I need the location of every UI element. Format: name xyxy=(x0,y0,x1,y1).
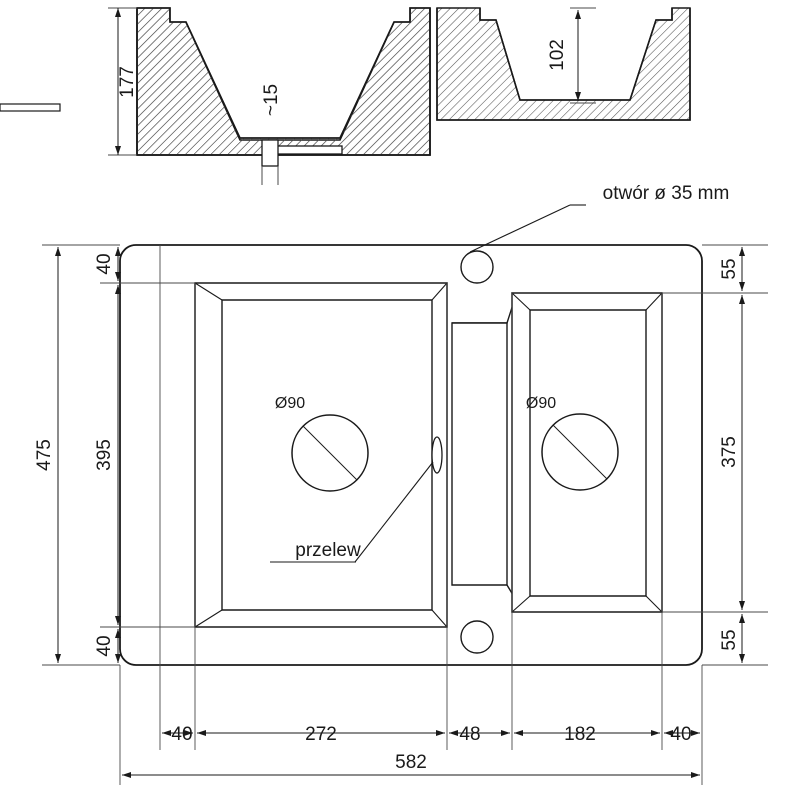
dim-label-overall-depth: 475 xyxy=(34,439,55,471)
dim-label-edge-top-left: 40 xyxy=(94,253,115,275)
dim-label-edge-top-right: 55 xyxy=(719,258,740,280)
dim-chain-horizontal xyxy=(162,724,700,745)
dim-label-inner-depth: 395 xyxy=(94,439,115,471)
tap-hole-label: otwór ø 35 mm xyxy=(602,183,730,204)
overflow-label: przelew xyxy=(295,540,361,561)
dim-label-right-depth: 375 xyxy=(719,436,740,468)
dim-55-top-right xyxy=(719,247,742,291)
dim-40-top-left xyxy=(94,247,118,281)
right-bowl xyxy=(512,293,662,612)
dim-label-overall-width: 582 xyxy=(395,752,427,773)
dim-label-section-height-right: 102 xyxy=(547,39,568,71)
dim-label-chain-2: 48 xyxy=(459,724,481,745)
dim-label-chain-0: 40 xyxy=(171,724,193,745)
dim-height-102 xyxy=(547,8,596,103)
dim-475 xyxy=(34,247,58,663)
drain-left-label: Ø90 xyxy=(274,395,306,412)
dim-375 xyxy=(719,295,742,610)
top-view xyxy=(120,183,729,665)
left-bowl xyxy=(195,283,447,627)
dim-label-chain-4: 40 xyxy=(670,724,692,745)
dim-label-edge-bottom-left: 40 xyxy=(94,635,115,657)
dim-label-chain-3: 182 xyxy=(564,724,596,745)
dim-label-edge-bottom-right: 55 xyxy=(719,629,740,651)
tap-hole-top xyxy=(461,251,493,283)
drain-right-label: Ø90 xyxy=(525,395,557,412)
overflow-slot xyxy=(432,437,442,473)
dim-395 xyxy=(94,285,118,625)
section-left-bowl xyxy=(137,8,430,166)
dim-label-chain-1: 272 xyxy=(305,724,337,745)
dim-582 xyxy=(122,752,700,775)
dim-label-wall-thickness: ~15 xyxy=(261,83,282,117)
tap-hole-bottom xyxy=(461,621,493,653)
dim-40-bottom-left xyxy=(94,629,118,663)
dim-55-bottom-right xyxy=(719,614,742,663)
dim-label-section-height-left: 177 xyxy=(117,66,138,98)
dim-height-177 xyxy=(108,8,138,155)
section-view xyxy=(0,8,690,185)
